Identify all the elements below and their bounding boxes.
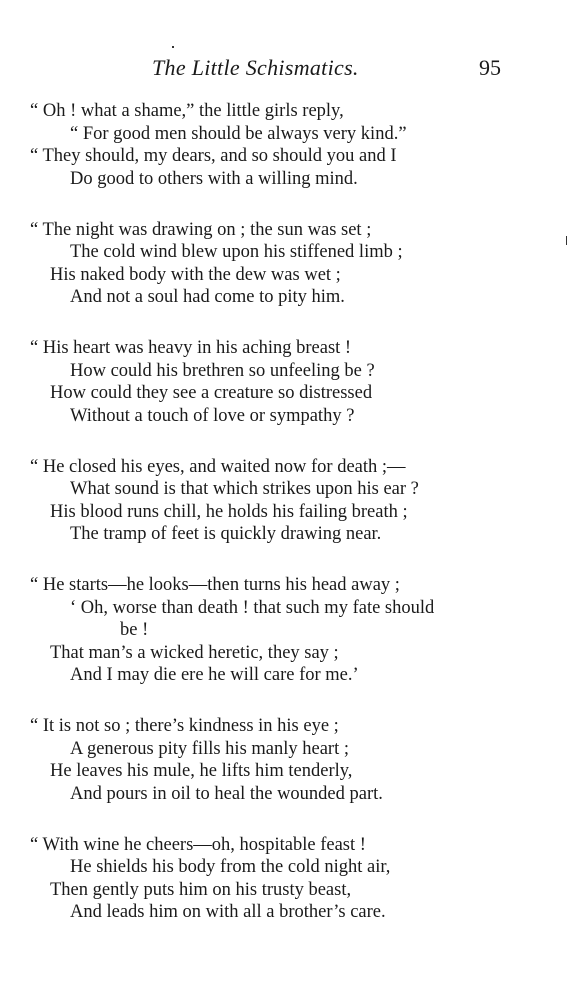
stanza — [30, 219, 560, 309]
poem-line: “ The night was drawing on ; the sun was set ; — [30, 219, 372, 240]
poem-line: He leaves his mule, he lifts him tenderly, — [50, 761, 353, 781]
page-number: 95 — [479, 55, 501, 80]
poem-line: “ It is not so ; there’s kindness in his eye ; — [30, 716, 339, 736]
poem-line: Do good to others with a willing mind. — [70, 168, 358, 189]
poem-line: And I may die ere he will care for me.’ — [70, 665, 359, 685]
poem-line: “ Oh ! what a shame,” the little girls reply, — [30, 101, 344, 121]
poem-line: What sound is that which strikes upon his ear ? — [70, 479, 419, 499]
poem-line: “ His heart was heavy in his aching breast ! — [30, 338, 352, 358]
poem-line: Then gently puts him on his trusty beast, — [50, 879, 352, 900]
poem-line: The tramp of feet is quickly drawing near. — [70, 524, 382, 544]
poem-line: “ With wine he cheers—oh, hospitable feast ! — [30, 834, 366, 855]
poem-line: “ He closed his eyes, and waited now for death ;— — [30, 456, 406, 477]
stanza — [30, 574, 560, 687]
poem-line: He shields his body from the cold night air, — [70, 857, 391, 877]
stanza — [30, 100, 560, 190]
poem-line: That man’s a wicked heretic, they say ; — [50, 642, 339, 663]
stanza — [30, 834, 560, 924]
running-title: The Little Schismatics. — [152, 55, 359, 80]
poem-body — [30, 100, 560, 952]
poem-line: His blood runs chill, he holds his failing breath ; — [50, 501, 408, 522]
poem-line: And leads him on with all a brother’s care. — [70, 902, 386, 922]
stanza — [30, 456, 560, 546]
stanza — [30, 337, 560, 427]
poem-line: And pours in oil to heal the wounded part. — [70, 783, 383, 804]
poem-line: Without a touch of love or sympathy ? — [70, 405, 355, 426]
poem-line: “ They should, my dears, and so should you and I — [30, 146, 397, 166]
poem-line: The cold wind blew upon his stiffened limb ; — [70, 242, 403, 262]
running-head — [0, 55, 581, 85]
poem-line: “ For good men should be always very kind.” — [70, 123, 407, 144]
poem-line: A generous pity fills his manly heart ; — [70, 738, 349, 759]
stanza — [30, 715, 560, 805]
poem-line: How could his brethren so unfeeling be ? — [70, 360, 375, 381]
poem-line: His naked body with the dew was wet ; — [50, 264, 341, 285]
poem-line: ‘ Oh, worse than death ! that such my fate should — [70, 597, 435, 618]
specks — [172, 46, 174, 48]
poem-line: “ He starts—he looks—then turns his head away ; — [30, 575, 400, 595]
margin-tick — [566, 236, 567, 245]
poem-line: And not a soul had come to pity him. — [70, 287, 345, 307]
poem-line: be ! — [120, 620, 149, 640]
poem-line: How could they see a creature so distressed — [50, 383, 373, 403]
